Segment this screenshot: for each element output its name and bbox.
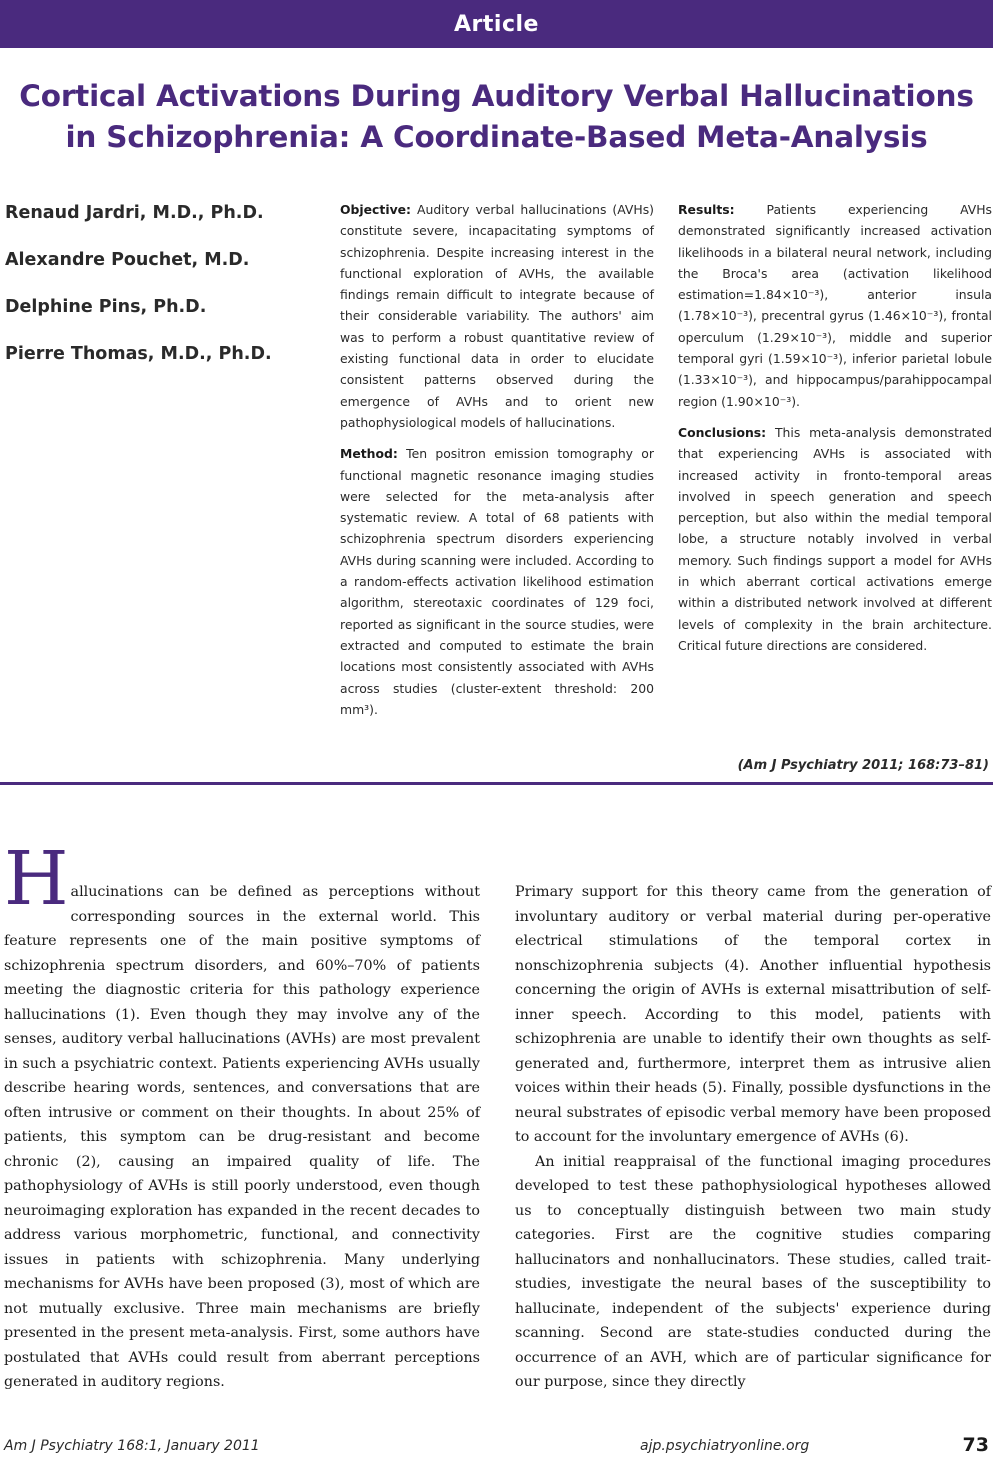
author-name: Alexandre Pouchet, M.D.: [5, 250, 250, 270]
journal-website: ajp.psychiatryonline.org: [640, 1438, 810, 1454]
page-footer: [0, 1434, 993, 1458]
objective-label: Objective:: [340, 202, 412, 217]
body-paragraph: Primary support for this theory came from the generation of involuntary auditory or verbal material during per-operative electrical stimulations of the temporal cortex in nonschizophrenia subjects (4). Another influential hypothesis concerning the origin of AVHs is external misattribution of self-inner speech. According to this model, patients with schizophrenia are unable to identify their own thoughts as self-generated and, furthermore, interpret them as intrusive alien voices within their heads (5). Finally, possible dysfunctions in the neural substrates of episodic verbal memory have been proposed to account for the involuntary emergence of AVHs (6).: [515, 884, 991, 1145]
abstract-method: [340, 443, 654, 720]
drop-cap: H: [4, 836, 69, 922]
author-name: Renaud Jardri, M.D., Ph.D.: [5, 203, 264, 223]
abstract-results: [678, 199, 992, 412]
abstract-conclusions: [678, 422, 992, 656]
page-number: 73: [962, 1434, 989, 1456]
body-column-right: [515, 880, 991, 1395]
body-paragraph: An initial reappraisal of the functional imaging procedures developed to test these pathophysiological hypotheses allowed us to conceptually distinguish between two main study categories. First are the cognitive studies comparing hallucinators and nonhallucinators. These studies, called trait-studies, investigate the neural bases of the susceptibility to hallucinate, independent of the subjects' experience during scanning. Second are state-studies conducted during the occurrence of an AVH, which are of particular significance for our purpose, since they directly: [515, 1153, 991, 1390]
citation: (Am J Psychiatry 2011; 168:73–81): [737, 758, 989, 773]
body-text: allucinations can be defined as perceptions without corresponding sources in the external world. This feature represents one of the main positive symptoms of schizophrenia spectrum disorders, and 60%–70% of patients meeting the diagnostic criteria for this pathology experience hallucinations (1). Even though they may involve any of the senses, auditory verbal hallucinations (AVHs) are most prevalent in such a psychiatric context. Patients experiencing AVHs usually describe hearing words, sentences, and conversations that are often intrusive or comment on their thoughts. In about 25% of patients, this symptom can be drug-resistant and become chronic (2), causing an impaired quality of life. The pathophysiology of AVHs is still poorly understood, even though neuroimaging exploration has expanded in the recent decades to address various morphometric, functional, and connectivity issues in patients with schizophrenia. Many underlying mechanisms for AVHs have been proposed (3), most of which are not mutually exclusive. Three main mechanisms are briefly presented in the present meta-analysis. First, some authors have postulated that AVHs could result from aberrant perceptions generated in auditory regions.: [4, 884, 480, 1390]
conclusions-label: Conclusions:: [678, 424, 767, 440]
article-title: [0, 76, 993, 158]
method-label: Method:: [340, 446, 398, 462]
journal-reference: Am J Psychiatry 168:1, January 2011: [4, 1438, 260, 1454]
abstract-column-left: [340, 199, 654, 730]
section-label: Article: [454, 11, 539, 37]
conclusions-text: This meta-analysis demonstrated that experiencing AVHs is associated with increased activity in fronto-temporal areas involved in speech generation and speech perception, but also within the medial temporal lobe, a structure notably involved in verbal memory. Such findings support a model for AVHs in which aberrant cortical activations emerge within a distributed network involved at different levels of complexity in the brain architecture. Critical future directions are considered.: [678, 424, 992, 653]
divider-rule: [0, 782, 993, 785]
body-paragraph: [4, 836, 480, 1395]
author-name: Pierre Thomas, M.D., Ph.D.: [5, 344, 272, 364]
body-column-left: [4, 836, 480, 1395]
results-text: Patients experiencing AVHs demonstrated significantly increased activation likelihoods in a bilateral neural network, including the Broca's area (activation likelihood estimation=1.84×10⁻³), anterior insula (1.78×10⁻³), precentral gyrus (1.46×10⁻³), frontal operculum (1.29×10⁻³), middle and superior temporal gyri (1.59×10⁻³), inferior parietal lobule (1.33×10⁻³), and hippocampus/parahippocampal region (1.90×10⁻³).: [678, 202, 992, 409]
section-banner: [0, 0, 993, 48]
title-line-1: Cortical Activations During Auditory Verbal Hallucinations: [19, 79, 974, 113]
author-list: [5, 200, 325, 388]
abstract-objective: [340, 199, 654, 433]
author-name: Delphine Pins, Ph.D.: [5, 297, 207, 317]
results-label: Results:: [678, 202, 735, 217]
title-line-2: in Schizophrenia: A Coordinate-Based Meta-Analysis: [65, 120, 928, 154]
objective-text: Auditory verbal hallucinations (AVHs) constitute severe, incapacitating symptoms of schizophrenia. Despite increasing interest in the functional exploration of AVHs, the available findings remain difficult to integrate because of their considerable variability. The authors' aim was to perform a robust quantitative review of existing functional data in order to elucidate consistent patterns observed during the emergence of AVHs and to orient new pathophysiological models of hallucinations.: [340, 202, 654, 430]
method-text: Ten positron emission tomography or functional magnetic resonance imaging studies were selected for the meta-analysis after systematic review. A total of 68 patients with schizophrenia spectrum disorders experiencing AVHs during scanning were included. According to a random-effects activation likelihood estimation algorithm, stereotaxic coordinates of 129 foci, reported as significant in the source studies, were extracted and computed to estimate the brain locations most consistently associated with AVHs across studies (cluster-extent threshold: 200 mm³).: [340, 446, 654, 717]
abstract-column-right: [678, 199, 992, 666]
